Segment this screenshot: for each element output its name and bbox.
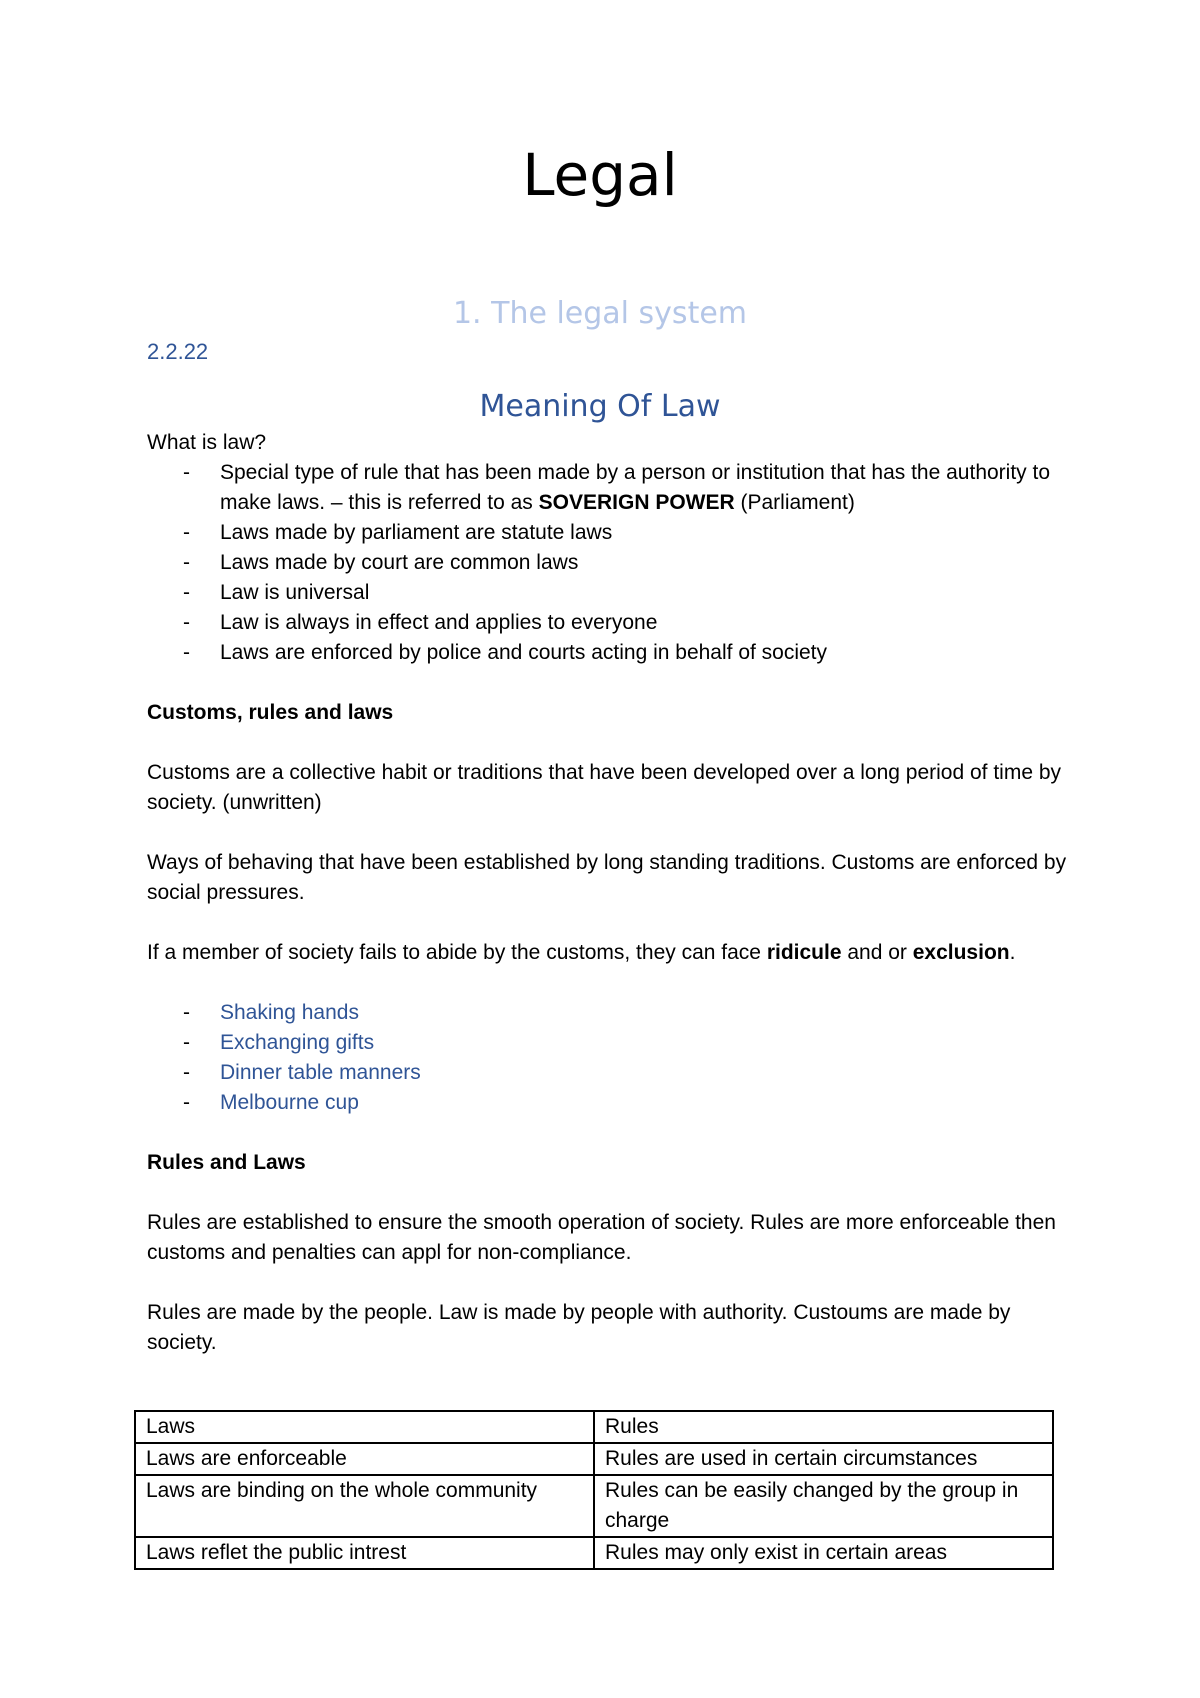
what-is-law-question: What is law?	[147, 431, 267, 454]
table-cell: Rules can be easily changed by the group in charge	[594, 1475, 1053, 1537]
rules-paragraph-1: Rules are established to ensure the smooth operation of society. Rules are more enforceable then customs and penalties can appl for non-compliance.	[147, 1211, 1056, 1264]
table-cell: Laws	[135, 1411, 594, 1443]
subheading: Meaning Of Law	[479, 389, 721, 424]
list-item	[147, 998, 1067, 1028]
list-item-text: Dinner table manners	[220, 1061, 421, 1084]
customs-paragraph-1: Customs are a collective habit or traditions that have been developed over a long period of time by society. (unwritten)	[147, 761, 1062, 814]
document-title: Legal	[522, 141, 678, 209]
customs-paragraph-3	[147, 938, 1067, 968]
list-item-text: Laws made by parliament are statute laws	[220, 521, 613, 544]
section-heading: 1. The legal system	[452, 296, 748, 331]
list-item	[147, 1028, 1067, 1058]
list-item	[147, 1058, 1067, 1088]
list-item	[147, 1088, 1067, 1118]
list-item	[147, 518, 1067, 548]
paragraph-bold-text: ridicule	[766, 941, 842, 964]
table-row	[135, 1537, 1053, 1569]
paragraph-bold-text: exclusion	[912, 941, 1010, 964]
list-item	[147, 638, 1067, 668]
table-row	[135, 1411, 1053, 1443]
list-item-text: Exchanging gifts	[220, 1031, 375, 1054]
customs-examples-list	[147, 998, 1067, 1118]
list-item-text: Melbourne cup	[220, 1091, 359, 1114]
table-cell: Laws are binding on the whole community	[135, 1475, 594, 1537]
dash-bullet: -	[183, 641, 190, 664]
list-item	[147, 458, 1067, 518]
laws-vs-rules-table	[134, 1410, 1054, 1570]
paragraph-text: If a member of society fails to abide by the customs, they can face	[147, 941, 767, 964]
dash-bullet: -	[183, 1061, 190, 1084]
document-body	[147, 428, 1067, 1358]
list-item-text: Laws are enforced by police and courts acting in behalf of society	[220, 641, 828, 664]
table-cell: Laws are enforceable	[135, 1443, 594, 1475]
list-item-text: Law is always in effect and applies to everyone	[220, 611, 658, 634]
table-cell: Laws reflet the public intrest	[135, 1537, 594, 1569]
dash-bullet: -	[183, 581, 190, 604]
customs-paragraph-2: Ways of behaving that have been established by long standing traditions. Customs are enforced by social pressures.	[147, 851, 1067, 904]
list-item-text: Law is universal	[220, 581, 370, 604]
list-item	[147, 608, 1067, 638]
list-item-bold-text: SOVERIGN POWER	[538, 491, 735, 514]
table-cell: Rules	[594, 1411, 1053, 1443]
date-label: 2.2.22	[147, 339, 209, 364]
dash-bullet: -	[183, 1091, 190, 1114]
dash-bullet: -	[183, 1001, 190, 1024]
table-row	[135, 1475, 1053, 1537]
table-cell: Rules may only exist in certain areas	[594, 1537, 1053, 1569]
dash-bullet: -	[183, 611, 190, 634]
table-cell: Rules are used in certain circumstances	[594, 1443, 1053, 1475]
customs-heading: Customs, rules and laws	[147, 701, 394, 724]
list-item-text: (Parliament)	[734, 491, 855, 514]
dash-bullet: -	[183, 521, 190, 544]
list-item-text: Shaking hands	[220, 1001, 359, 1024]
rules-and-laws-heading: Rules and Laws	[147, 1151, 306, 1174]
paragraph-text: .	[1009, 941, 1016, 964]
paragraph-text: and or	[841, 941, 913, 964]
list-item	[147, 548, 1067, 578]
table-row	[135, 1443, 1053, 1475]
list-item-text: Laws made by court are common laws	[220, 551, 579, 574]
law-definition-list	[147, 458, 1067, 668]
dash-bullet: -	[183, 551, 190, 574]
dash-bullet: -	[183, 1031, 190, 1054]
list-item	[147, 578, 1067, 608]
dash-bullet: -	[183, 461, 190, 484]
rules-paragraph-2: Rules are made by the people. Law is made by people with authority. Custoums are made by society.	[147, 1301, 1011, 1354]
list-item-text: Special type of rule that has been made by a person or institution that has the authority to make laws. – this is referred to as	[220, 461, 1051, 514]
